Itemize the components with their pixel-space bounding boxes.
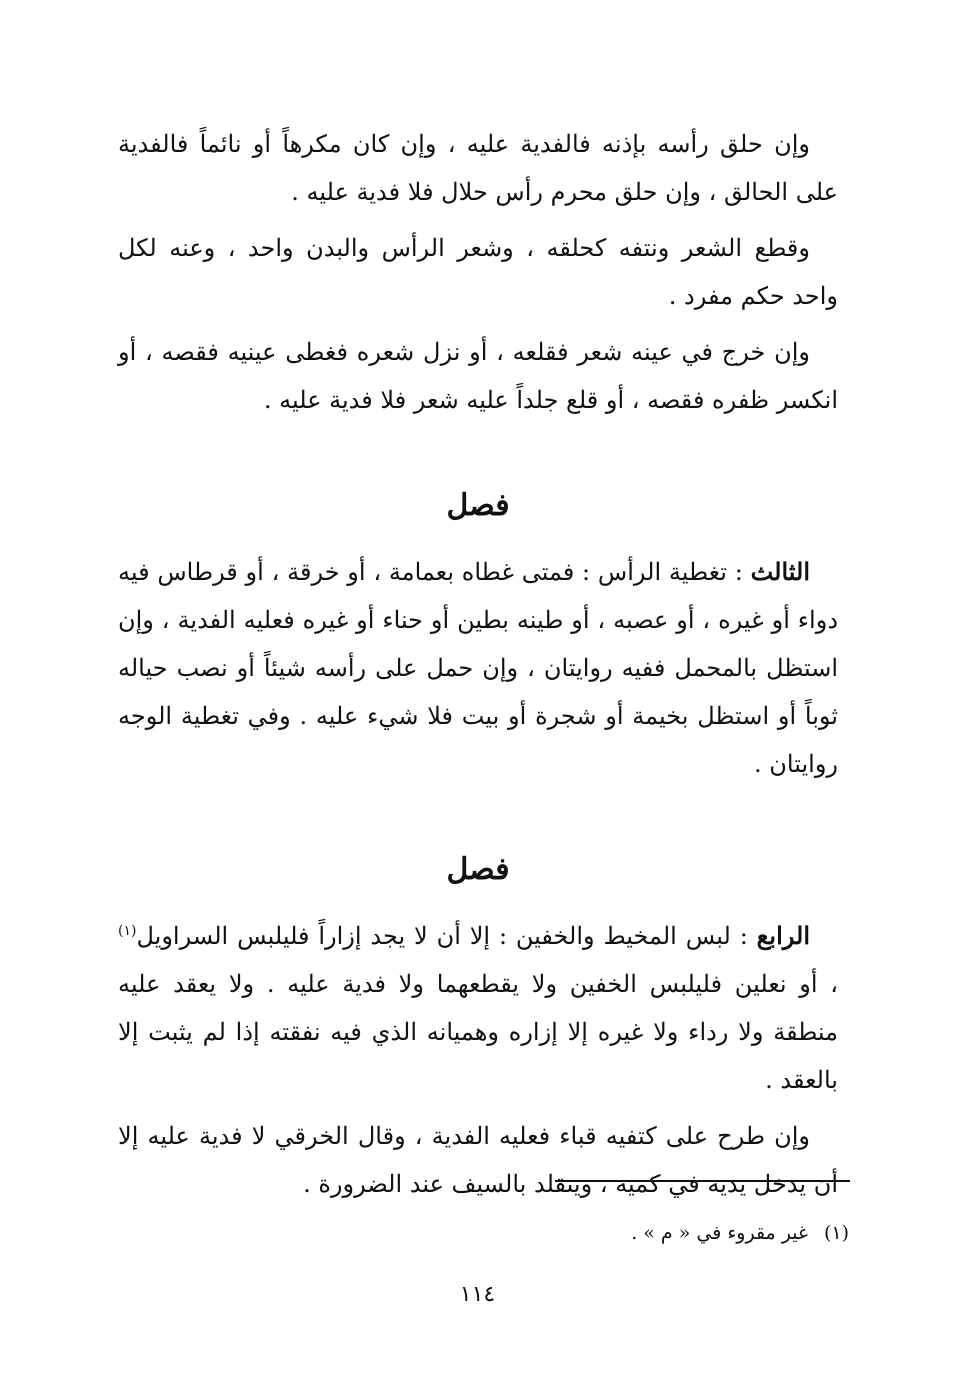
paragraph-shaving: وإن حلق رأسه بإذنه فالفدية عليه ، وإن كان مكرهاً أو نائماً فالفدية على الحالق ، وإن حلق محرم رأس حلال فلا فدية عليه . [118,130,838,206]
footnote-reference[interactable]: (١) [118,923,137,939]
paragraph-lead-fourth: الرابع [756,921,810,950]
footnote-divider [555,1180,850,1182]
section-heading-2: فصل [446,852,510,887]
footnote-number: (١) [823,1222,849,1244]
paragraph-head-covering [118,548,838,788]
paragraph-lead-third: الثالث [750,557,810,586]
paragraph-sewn-clothing-text-1: : لبس المخيط والخفين : إلا أن لا يجد إزاراً فليلبس السراويل [136,922,757,950]
page-number: ١١٤ [459,1282,496,1307]
paragraph-head-covering-text: : تغطية الرأس : فمتى غطاه بعمامة ، أو خرقة ، أو قرطاس فيه دواء أو غيره ، أو عصبه ، أو طينه بطين أو حناء أو غيره فعليه الفدية ، وإن استظل بالمحمل ففيه روايتان ، وإن حمل على رأسه شيئاً أو نصب حياله ثوباً أو استظل بخيمة أو شجرة أو بيت فلا شيء عليه . وفي تغطية الوجه روايتان . [118,558,838,778]
section-heading-1: فصل [446,488,510,523]
footnote [631,1218,849,1248]
paragraph-cloak: وإن طرح على كتفيه قباء فعليه الفدية ، وقال الخرقي لا فدية عليه إلا أن يدخل يديه في كميه ، ويتقلد بالسيف عند الضرورة . [118,1122,838,1198]
paragraph-sewn-clothing [118,912,838,1104]
page-body [118,120,838,1208]
footnote-text: غير مقروء في « م » . [631,1222,808,1244]
paragraph-sewn-clothing-text-2: ، أو نعلين فليلبس الخفين ولا يقطعهما ولا فدية عليه . ولا يعقد عليه منطقة ولا رداء ولا غيره إلا إزاره وهميانه الذي فيه نفقته إذا لم يثبت إلا بالعقد . [118,970,839,1094]
paragraph-eye-hair: وإن خرج في عينه شعر فقلعه ، أو نزل شعره فغطى عينيه فقصه ، أو انكسر ظفره فقصه ، أو قلع جلداً عليه شعر فلا فدية عليه . [118,338,838,414]
paragraph-cutting-hair: وقطع الشعر ونتفه كحلقه ، وشعر الرأس والبدن واحد ، وعنه لكل واحد حكم مفرد . [118,234,838,310]
